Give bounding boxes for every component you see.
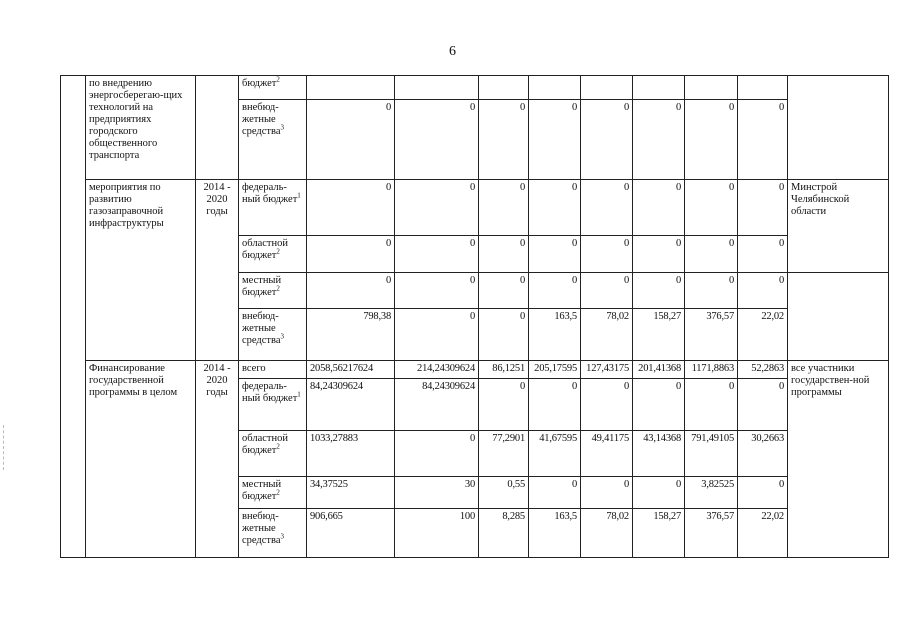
funding-source-cell bbox=[239, 431, 307, 477]
footnote-marker: 2 bbox=[276, 488, 280, 497]
activity-name-cell: по внедрению энергосберегаю-щих технологий на предприятиях городского общественного транспорта bbox=[86, 76, 196, 180]
amount-cell: 3,82525 bbox=[685, 477, 738, 509]
amount-cell: 0 bbox=[685, 236, 738, 273]
amount-cell: 0 bbox=[395, 180, 479, 236]
footnote-marker: 2 bbox=[276, 247, 280, 256]
amount-cell: 0 bbox=[395, 431, 479, 477]
amount-cell: 0 bbox=[581, 477, 633, 509]
amount-cell: 49,41175 bbox=[581, 431, 633, 477]
amount-cell: 1171,8863 bbox=[685, 361, 738, 379]
amount-cell: 0 bbox=[581, 273, 633, 309]
amount-cell: 84,24309624 bbox=[307, 379, 395, 431]
period-cell: 2014 - 2020 годы bbox=[196, 361, 239, 558]
amount-cell: 0 bbox=[581, 100, 633, 180]
period-cell: 2014 - 2020 годы bbox=[196, 180, 239, 361]
funding-source-cell bbox=[239, 477, 307, 509]
period-cell bbox=[196, 76, 239, 180]
amount-cell: 78,02 bbox=[581, 509, 633, 558]
footnote-marker: 3 bbox=[280, 532, 285, 541]
amount-cell: 127,43175 bbox=[581, 361, 633, 379]
amount-cell: 52,2863 bbox=[738, 361, 788, 379]
executor-cell: Минстрой Челябинской области bbox=[788, 180, 889, 273]
amount-cell: 0 bbox=[738, 236, 788, 273]
amount-cell: 0 bbox=[633, 379, 685, 431]
amount-cell bbox=[307, 76, 395, 100]
funding-source-label: всего bbox=[242, 363, 266, 374]
amount-cell: 0 bbox=[633, 100, 685, 180]
amount-cell: 0 bbox=[685, 100, 738, 180]
footnote-marker: 1 bbox=[297, 390, 301, 399]
funding-source-cell bbox=[239, 273, 307, 309]
amount-cell: 0,55 bbox=[479, 477, 529, 509]
funding-source-label: внебюд-жетные средства bbox=[242, 102, 281, 137]
amount-cell: 0 bbox=[685, 273, 738, 309]
amount-cell: 30 bbox=[395, 477, 479, 509]
table-body bbox=[61, 76, 889, 558]
funding-source-cell bbox=[239, 180, 307, 236]
amount-cell bbox=[633, 76, 685, 100]
amount-cell: 77,2901 bbox=[479, 431, 529, 477]
amount-cell: 0 bbox=[633, 477, 685, 509]
funding-source-cell bbox=[239, 236, 307, 273]
funding-source-label: федераль-ный бюджет bbox=[242, 182, 298, 205]
amount-cell: 214,24309624 bbox=[395, 361, 479, 379]
funding-source-label: местный бюджет bbox=[242, 479, 282, 502]
amount-cell: 86,1251 bbox=[479, 361, 529, 379]
amount-cell: 376,57 bbox=[685, 509, 738, 558]
amount-cell: 158,27 bbox=[633, 509, 685, 558]
amount-cell: 0 bbox=[685, 180, 738, 236]
amount-cell: 43,14368 bbox=[633, 431, 685, 477]
amount-cell: 30,2663 bbox=[738, 431, 788, 477]
budget-table bbox=[60, 75, 889, 558]
amount-cell: 100 bbox=[395, 509, 479, 558]
activity-name-cell: мероприятия по развитию газозаправочной инфраструктуры bbox=[86, 180, 196, 361]
amount-cell bbox=[395, 76, 479, 100]
amount-cell: 906,665 bbox=[307, 509, 395, 558]
amount-cell bbox=[685, 76, 738, 100]
amount-cell: 0 bbox=[479, 180, 529, 236]
amount-cell: 163,5 bbox=[529, 509, 581, 558]
amount-cell: 376,57 bbox=[685, 309, 738, 361]
funding-source-label: федераль-ный бюджет bbox=[242, 381, 298, 404]
funding-source-label: внебюд-жетные средства bbox=[242, 311, 281, 346]
funding-source-cell bbox=[239, 76, 307, 100]
amount-cell: 0 bbox=[738, 100, 788, 180]
amount-cell: 0 bbox=[581, 180, 633, 236]
activity-name-cell: Финансирование государственной программы в целом bbox=[86, 361, 196, 558]
executor-cell bbox=[788, 273, 889, 361]
footnote-marker: 2 bbox=[276, 284, 280, 293]
funding-source-label: местный бюджет bbox=[242, 275, 282, 298]
amount-cell: 201,41368 bbox=[633, 361, 685, 379]
amount-cell: 0 bbox=[479, 273, 529, 309]
amount-cell: 0 bbox=[738, 180, 788, 236]
amount-cell: 0 bbox=[395, 100, 479, 180]
amount-cell: 0 bbox=[581, 236, 633, 273]
funding-source-cell bbox=[239, 100, 307, 180]
footnote-marker: 2 bbox=[276, 75, 280, 84]
amount-cell: 0 bbox=[529, 477, 581, 509]
funding-source-cell bbox=[239, 361, 307, 379]
table-row bbox=[61, 76, 889, 100]
amount-cell: 158,27 bbox=[633, 309, 685, 361]
amount-cell: 84,24309624 bbox=[395, 379, 479, 431]
page-number: 6 bbox=[449, 44, 456, 59]
funding-source-cell bbox=[239, 509, 307, 558]
amount-cell: 0 bbox=[581, 379, 633, 431]
amount-cell: 1033,27883 bbox=[307, 431, 395, 477]
footnote-marker: 2 bbox=[276, 442, 280, 451]
amount-cell bbox=[581, 76, 633, 100]
amount-cell: 0 bbox=[479, 379, 529, 431]
funding-source-cell bbox=[239, 379, 307, 431]
amount-cell: 0 bbox=[395, 309, 479, 361]
scan-edge-mark bbox=[3, 425, 5, 470]
funding-source-label: бюджет bbox=[242, 78, 277, 89]
funding-source-cell bbox=[239, 309, 307, 361]
amount-cell: 41,67595 bbox=[529, 431, 581, 477]
amount-cell: 0 bbox=[307, 180, 395, 236]
amount-cell bbox=[529, 76, 581, 100]
amount-cell: 22,02 bbox=[738, 309, 788, 361]
executor-cell bbox=[788, 76, 889, 180]
amount-cell: 22,02 bbox=[738, 509, 788, 558]
amount-cell: 8,285 bbox=[479, 509, 529, 558]
amount-cell: 0 bbox=[395, 273, 479, 309]
amount-cell: 0 bbox=[479, 309, 529, 361]
amount-cell: 798,38 bbox=[307, 309, 395, 361]
footnote-marker: 3 bbox=[280, 123, 285, 132]
amount-cell: 2058,56217624 bbox=[307, 361, 395, 379]
amount-cell: 0 bbox=[738, 273, 788, 309]
amount-cell bbox=[738, 76, 788, 100]
amount-cell: 34,37525 bbox=[307, 477, 395, 509]
amount-cell: 0 bbox=[633, 236, 685, 273]
amount-cell: 0 bbox=[529, 180, 581, 236]
amount-cell: 0 bbox=[307, 273, 395, 309]
table-row bbox=[61, 180, 889, 236]
amount-cell: 0 bbox=[529, 236, 581, 273]
funding-source-label: областной бюджет bbox=[242, 433, 288, 456]
table-row bbox=[61, 361, 889, 379]
amount-cell: 0 bbox=[529, 100, 581, 180]
amount-cell: 0 bbox=[479, 100, 529, 180]
executor-cell: все участники государствен-ной программы bbox=[788, 361, 889, 558]
funding-source-label: областной бюджет bbox=[242, 238, 288, 261]
amount-cell: 0 bbox=[395, 236, 479, 273]
amount-cell: 0 bbox=[633, 180, 685, 236]
amount-cell: 205,17595 bbox=[529, 361, 581, 379]
amount-cell bbox=[479, 76, 529, 100]
footnote-marker: 1 bbox=[297, 191, 301, 200]
amount-cell: 0 bbox=[738, 379, 788, 431]
amount-cell: 0 bbox=[529, 273, 581, 309]
footnote-marker: 3 bbox=[280, 332, 285, 341]
blank-margin-column bbox=[61, 76, 86, 558]
amount-cell: 791,49105 bbox=[685, 431, 738, 477]
amount-cell: 78,02 bbox=[581, 309, 633, 361]
amount-cell: 0 bbox=[307, 236, 395, 273]
amount-cell: 0 bbox=[479, 236, 529, 273]
funding-source-label: внебюд-жетные средства bbox=[242, 511, 281, 546]
amount-cell: 0 bbox=[307, 100, 395, 180]
amount-cell: 0 bbox=[529, 379, 581, 431]
amount-cell: 163,5 bbox=[529, 309, 581, 361]
amount-cell: 0 bbox=[685, 379, 738, 431]
amount-cell: 0 bbox=[633, 273, 685, 309]
amount-cell: 0 bbox=[738, 477, 788, 509]
